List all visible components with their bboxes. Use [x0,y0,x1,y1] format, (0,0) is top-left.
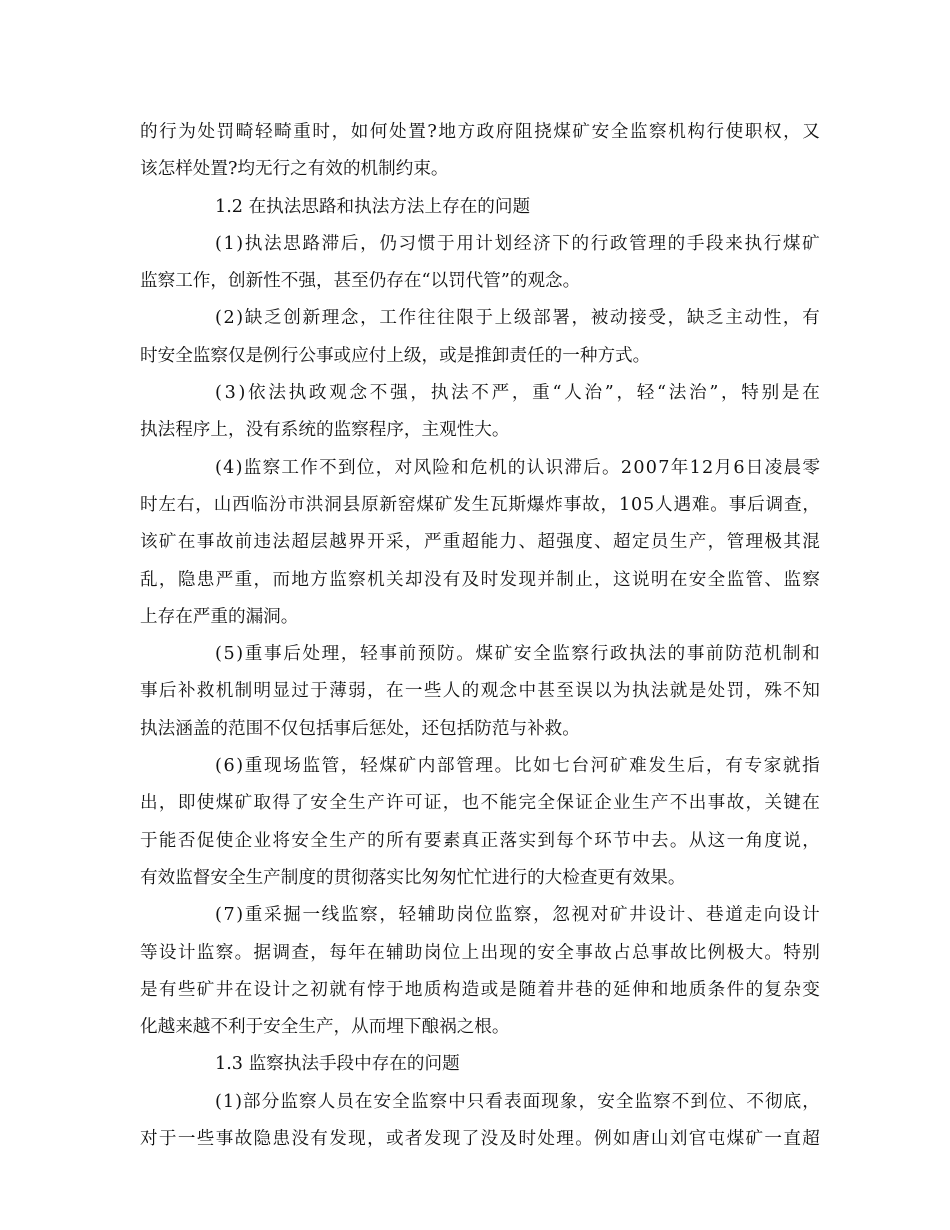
text-line: ( 3 ) 依 法 执 政 观 念 不 强 ， 执 法 不 严 ， 重 “ 人 治 ” ， 轻 “ 法 治 ” ， 特 别 是 在 [215,383,820,404]
text-line: 等 设 计 监 察 。 据 调 查 ， 每 年 在 辅 助 岗 位 上 出 现 的 安 全 事 故 占 总 事 故 比 例 极 大 。 特 别 [140,942,820,963]
text-line: 有效监督安全生产制度的贯彻落实比匆匆忙忙进行的大检查更有效果。 [140,867,686,888]
text-line: ( 1 ) 部 分 监 察 人 员 在 安 全 监 察 中 只 看 表 面 现 象 ， 安 全 监 察 不 到 位 、 不 彻 底 ， [215,1091,820,1112]
text-line: ( 6 ) 重 现 场 监 管 ， 轻 煤 矿 内 部 管 理 。 比 如 七 台 河 矿 难 发 生 后 ， 有 专 家 就 指 [215,756,820,777]
text-line: 出 ， 即 使 煤 矿 取 得 了 安 全 生 产 许 可 证 ， 也 不 能 完 全 保 证 企 业 生 产 不 出 事 故 ， 关 键 在 [140,793,820,814]
text-line: 监察工作，创新性不强，甚至仍存在“以罚代管”的观念。 [140,271,581,292]
text-line: 该怎样处置?均无行之有效的机制约束。 [140,159,449,180]
text-line: ( 7 ) 重 采 掘 一 线 监 察 ， 轻 辅 助 岗 位 监 察 ， 忽 视 对 矿 井 设 计 、 巷 道 走 向 设 计 [215,905,820,926]
text-line: 上存在严重的漏洞。 [140,606,299,627]
text-line: ( 5 ) 重 事 后 处 理 ， 轻 事 前 预 防 。 煤 矿 安 全 监 察 行 政 执 法 的 事 前 防 范 机 制 和 [215,644,820,665]
text-line: 的 行 为 处 罚 畸 轻 畸 重 时 ， 如 何 处 置 ? 地 方 政 府 阻 挠 煤 矿 安 全 监 察 机 构 行 使 职 权 ， 又 [140,122,820,142]
text-line: 乱 ， 隐 患 严 重 ， 而 地 方 监 察 机 关 却 没 有 及 时 发 现 并 制 止 ， 这 说 明 在 安 全 监 管 、 监 察 [140,569,820,590]
text-line: 时 左 右 ， 山 西 临 汾 市 洪 洞 县 原 新 窑 煤 矿 发 生 瓦 斯 爆 炸 事 故 ， 1 0 5 人 遇 难 。 事 后 调 查 ， [140,494,820,515]
text-line: 对 于 一 些 事 故 隐 患 没 有 发 现 ， 或 者 发 现 了 没 及 时 处 理 。 例 如 唐 山 刘 官 屯 煤 矿 一 直 超 [140,1129,820,1150]
text-line: 执法程序上，没有系统的监察程序，主观性大。 [140,420,510,441]
text-line: 化越来越不利于安全生产，从而埋下酿祸之根。 [140,1017,510,1038]
section-heading: 1.3 监察执法手段中存在的问题 [215,1054,460,1075]
text-line: 时安全监察仅是例行公事或应付上级，或是推卸责任的一种方式。 [140,345,651,366]
section-heading: 1.2 在执法思路和执法方法上存在的问题 [215,196,531,217]
text-line: 执法涵盖的范围不仅包括事后惩处，还包括防范与补救。 [140,718,580,739]
document-body [140,114,820,1158]
text-line: 是 有 些 矿 井 在 设 计 之 初 就 有 悖 于 地 质 构 造 或 是 随 着 井 巷 的 延 伸 和 地 质 条 件 的 复 杂 变 [140,979,820,1000]
text-line: ( 4 ) 监 察 工 作 不 到 位 ， 对 风 险 和 危 机 的 认 识 滞 后 。 2 0 0 7 年 1 2 月 6 日 凌 晨 零 [215,457,820,478]
text-line: 该 矿 在 事 故 前 违 法 超 层 越 界 开 采 ， 严 重 超 能 力 、 超 强 度 、 超 定 员 生 产 ， 管 理 极 其 混 [140,532,820,553]
text-line: ( 1 ) 执 法 思 路 滞 后 ， 仍 习 惯 于 用 计 划 经 济 下 的 行 政 管 理 的 手 段 来 执 行 煤 矿 [215,233,820,254]
text-line: 于 能 否 促 使 企 业 将 安 全 生 产 的 所 有 要 素 真 正 落 实 到 每 个 环 节 中 去 。 从 这 一 角 度 说 ， [140,830,820,851]
text-line: ( 2 ) 缺 乏 创 新 理 念 ， 工 作 往 往 限 于 上 级 部 署 ， 被 动 接 受 ， 缺 乏 主 动 性 ， 有 [215,308,820,329]
text-line: 事 后 补 救 机 制 明 显 过 于 薄 弱 ， 在 一 些 人 的 观 念 中 甚 至 误 以 为 执 法 就 是 处 罚 ， 殊 不 知 [140,681,820,702]
